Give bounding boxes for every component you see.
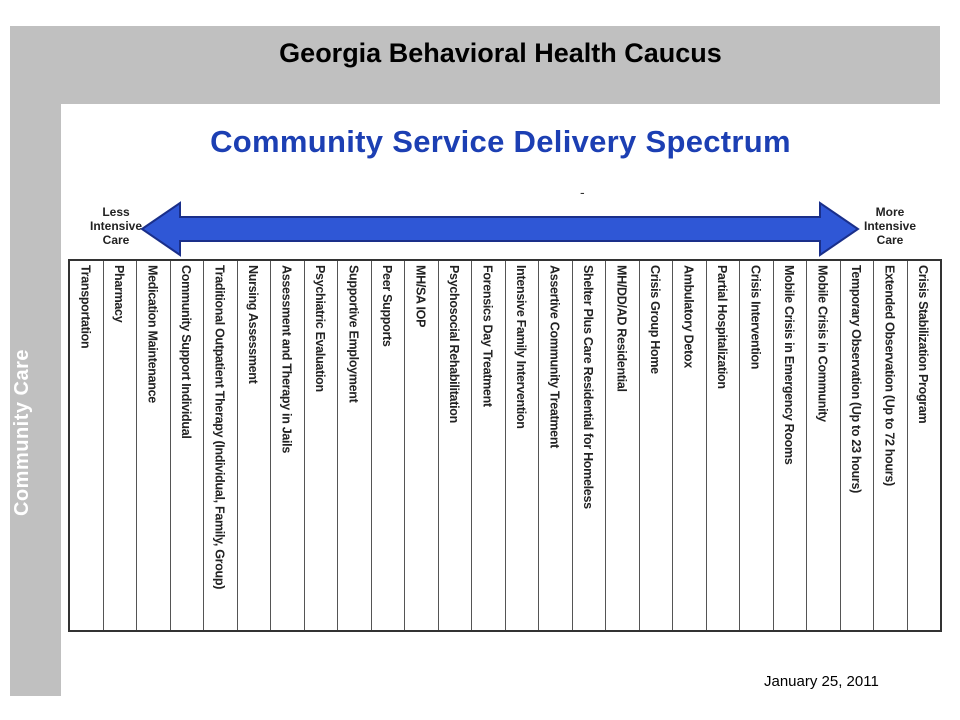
service-label: Crisis Group Home bbox=[648, 265, 663, 374]
less-intensive-label: Less Intensive Care bbox=[89, 205, 143, 247]
page-title: Georgia Behavioral Health Caucus bbox=[279, 38, 722, 68]
service-column bbox=[573, 261, 607, 630]
service-column bbox=[841, 261, 875, 630]
service-label: Forensics Day Treatment bbox=[480, 265, 495, 407]
service-label: Peer Supports bbox=[380, 265, 395, 347]
service-label: Transportation bbox=[78, 265, 93, 349]
service-column bbox=[104, 261, 138, 630]
service-label: Pharmacy bbox=[112, 265, 127, 323]
service-label: Ambulatory Detox bbox=[681, 265, 696, 368]
service-column bbox=[271, 261, 305, 630]
service-column bbox=[204, 261, 238, 630]
service-column bbox=[506, 261, 540, 630]
service-table bbox=[68, 259, 942, 632]
spectrum-arrow bbox=[140, 200, 860, 258]
service-column bbox=[171, 261, 205, 630]
service-label: Medication Maintenance bbox=[145, 265, 160, 403]
more-intensive-label: More Intensive Care bbox=[863, 205, 917, 247]
service-label: Crisis Intervention bbox=[748, 265, 763, 370]
service-column bbox=[338, 261, 372, 630]
service-label: Temporary Observation (Up to 23 hours) bbox=[849, 265, 864, 493]
service-label: MH/SA IOP bbox=[413, 265, 428, 328]
service-label: Supportive Employment bbox=[346, 265, 361, 403]
service-column bbox=[707, 261, 741, 630]
service-label: Partial Hospitalization bbox=[715, 265, 730, 389]
service-label: Mobile Crisis in Emergency Rooms bbox=[782, 265, 797, 465]
service-column bbox=[774, 261, 808, 630]
side-label: Community Care bbox=[11, 348, 33, 516]
service-column bbox=[472, 261, 506, 630]
service-column bbox=[606, 261, 640, 630]
double-arrow-icon bbox=[142, 203, 858, 255]
service-label: Nursing Assessment bbox=[246, 265, 261, 384]
service-column bbox=[70, 261, 104, 630]
service-column bbox=[539, 261, 573, 630]
diagram-title: Community Service Delivery Spectrum bbox=[210, 124, 791, 159]
service-label: Crisis Stabilization Program bbox=[916, 265, 931, 424]
service-label: Psychosocial Rehabilitation bbox=[447, 265, 462, 423]
service-column bbox=[640, 261, 674, 630]
service-label: Shelter Plus Care Residential for Homeless bbox=[581, 265, 596, 509]
service-column bbox=[673, 261, 707, 630]
service-column bbox=[405, 261, 439, 630]
service-column bbox=[908, 261, 941, 630]
service-label: Psychiatric Evaluation bbox=[313, 265, 328, 392]
service-column bbox=[439, 261, 473, 630]
presentation-date: January 25, 2011 bbox=[764, 673, 879, 690]
service-label: MH/DD/AD Residential bbox=[614, 265, 629, 392]
dash-mark: - bbox=[580, 184, 585, 200]
service-column bbox=[874, 261, 908, 630]
service-label: Extended Observation (Up to 72 hours) bbox=[882, 265, 897, 486]
service-column bbox=[740, 261, 774, 630]
service-label: Community Support Individual bbox=[179, 265, 194, 439]
service-column bbox=[137, 261, 171, 630]
service-label: Assertive Community Treatment bbox=[547, 265, 562, 449]
service-label: Traditional Outpatient Therapy (Individual, Family, Group) bbox=[212, 265, 227, 590]
service-label: Intensive Family Intervention bbox=[514, 265, 529, 429]
service-label: Mobile Crisis in Community bbox=[815, 265, 830, 422]
service-column bbox=[372, 261, 406, 630]
service-column bbox=[238, 261, 272, 630]
service-column bbox=[807, 261, 841, 630]
service-label: Assessment and Therapy in Jails bbox=[279, 265, 294, 454]
service-column bbox=[305, 261, 339, 630]
